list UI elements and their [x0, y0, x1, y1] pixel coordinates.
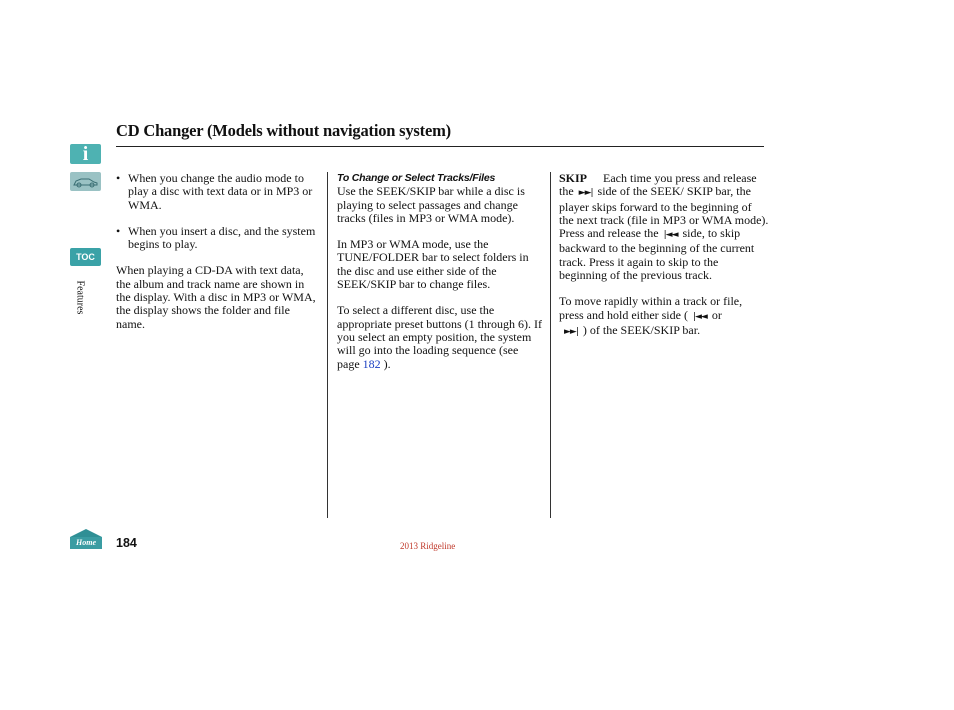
list-item — [116, 172, 320, 212]
skip-label: SKIP — [559, 171, 588, 185]
skip-text-a: Each time you press and release the — [559, 171, 757, 199]
info-icon[interactable] — [70, 144, 101, 164]
home-roof-icon — [70, 529, 102, 537]
column-divider-2 — [550, 172, 551, 518]
footer-model: 2013 Ridgeline — [400, 541, 456, 551]
seek-paragraph: Use the SEEK/SKIP bar while a disc is playing to select passages and change tracks (files in MP3 or WMA mode). — [337, 184, 525, 225]
info-icon-glyph: i — [82, 143, 89, 165]
column-1 — [116, 172, 320, 344]
mp3-paragraph: In MP3 or WMA mode, use the TUNE/FOLDER bar to select folders in the disc and use either side of the SEEK/SKIP bar to change files. — [337, 237, 529, 292]
move-paragraph — [559, 295, 769, 339]
home-button[interactable] — [70, 529, 102, 549]
column-3 — [559, 172, 769, 352]
page-number: 184 — [116, 536, 137, 550]
page-link[interactable]: 182 — [362, 356, 381, 371]
home-label: Home — [70, 537, 102, 549]
list-item-text: When you insert a disc, and the system begins to play. — [128, 223, 316, 252]
move-or: or — [711, 307, 722, 322]
skip-forward-icon: ►►| — [578, 188, 593, 199]
cd-da-paragraph: When playing a CD-DA with text data, the album and track name are shown in the display. With a disc in MP3 or WMA, the display shows the folder and file name. — [116, 263, 316, 331]
column-divider-1 — [327, 172, 328, 518]
subheading: To Change or Select Tracks/Files — [337, 172, 496, 184]
skip-text-c: side, to skip backward to the beginning of the current track. Press it again to skip to the beginning of the previous track. — [559, 226, 755, 283]
car-icon[interactable] — [70, 172, 101, 191]
car-outline-icon — [70, 172, 101, 191]
move-text-a: To move rapidly within a track or file, press and hold either side ( — [559, 294, 743, 322]
list-item — [116, 225, 320, 252]
title-divider — [116, 146, 764, 147]
disc-select-paragraph — [337, 304, 543, 370]
bullet-dot: • — [116, 223, 121, 238]
column-2 — [337, 172, 543, 384]
skip-paragraph — [559, 172, 769, 282]
bullet-dot: • — [116, 171, 121, 185]
disc-select-end: ). — [383, 356, 391, 371]
skip-back-icon: |◄◄ — [692, 311, 707, 322]
page-title: CD Changer (Models without navigation system) — [116, 121, 451, 140]
section-label — [71, 272, 89, 332]
skip-forward-icon: ►►| — [564, 326, 578, 337]
toc-button[interactable]: TOC — [70, 248, 101, 266]
skip-back-icon: |◄◄ — [663, 230, 678, 241]
move-text-b: ) of the SEEK/SKIP bar. — [582, 322, 701, 337]
disc-select-text: To select a different disc, use the appropriate preset buttons (1 through 6). If you select an empty position, the system will go into the loading sequence (see page — [337, 303, 542, 371]
section-label-text: Features — [74, 280, 86, 315]
list-item-text: When you change the audio mode to play a disc with text data or in MP3 or WMA. — [128, 171, 313, 212]
skip-text-b: side of the SEEK/ SKIP bar, the player skips forward to the beginning of the next track (file in MP3 or WMA mode). Press and release the — [559, 184, 769, 241]
